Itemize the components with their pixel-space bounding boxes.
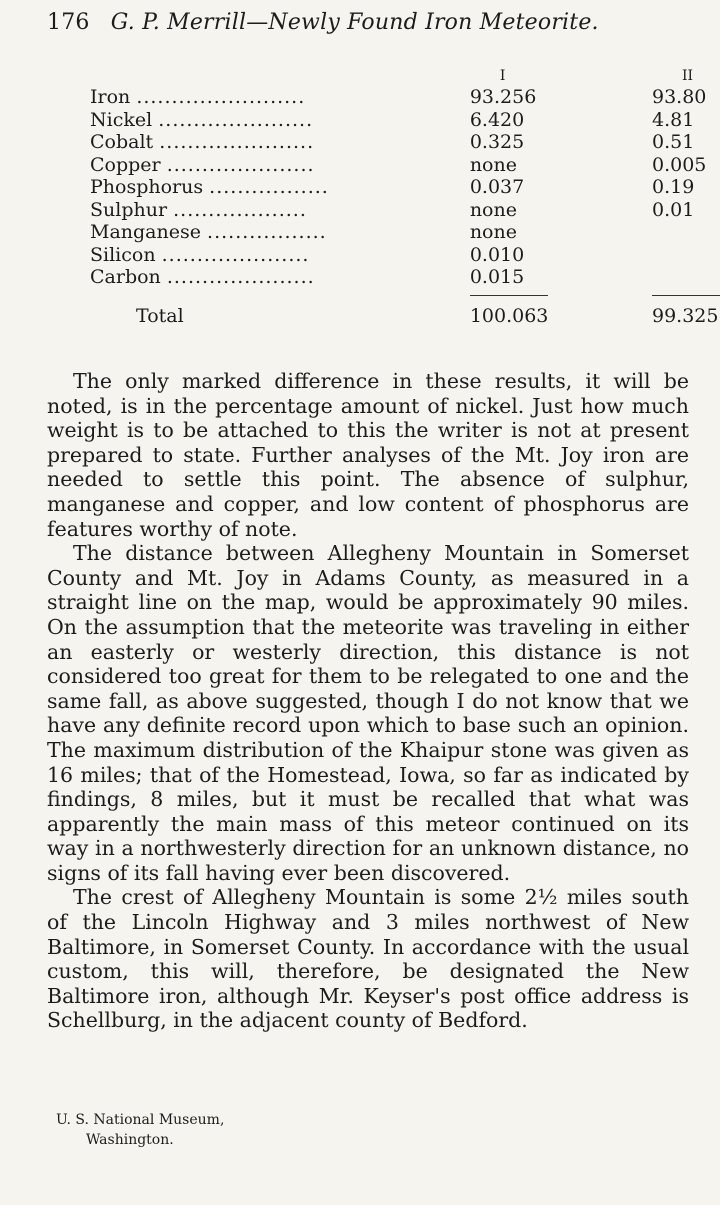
table-row — [90, 109, 720, 132]
element-name: Iron — [90, 86, 131, 108]
page-header — [47, 10, 599, 35]
sum-rule-1 — [470, 295, 548, 296]
total-row — [90, 299, 720, 328]
value-col2: 4.81 — [652, 108, 695, 131]
sum-rule-row — [90, 289, 720, 299]
value-col2 — [652, 266, 720, 289]
analysis-table — [90, 66, 720, 327]
value-col2: 0.01 — [652, 198, 695, 221]
table-row — [90, 221, 720, 244]
table-row — [90, 131, 720, 154]
table-header-row — [90, 66, 720, 86]
page-number: 176 — [47, 10, 90, 35]
value-col2 — [652, 221, 720, 244]
signature-block — [56, 1110, 224, 1150]
column-label-2: II — [682, 68, 694, 84]
element-name: Cobalt — [90, 131, 154, 153]
value-col2: 0.005 — [652, 153, 707, 176]
leader-dots: ..................... — [166, 153, 315, 176]
table-row — [90, 199, 720, 222]
sum-rule-2 — [652, 295, 720, 296]
value-col1: 0.010 — [469, 243, 525, 266]
value-col1: 93.256 — [469, 86, 537, 108]
running-title: G. P. Merrill—Newly Found Iron Meteorite. — [110, 10, 599, 35]
value-col2: 0.51 — [652, 131, 695, 153]
element-name: Manganese — [90, 221, 201, 243]
table-row — [90, 154, 720, 177]
value-col2 — [652, 244, 720, 267]
leader-dots: ...................... — [158, 108, 314, 131]
paragraph: The crest of Allegheny Mountain is some 2½ miles south of the Lincoln Highway and 3 miles northwest of New Baltimore, in Somerset County. In accordance with the usual custom, this will, therefore, be designated the New Baltimore iron, although Mr. Keyser's post office address is Schellburg, in the adjacent county of Bedford. — [47, 885, 689, 1033]
leader-dots: ...................... — [159, 131, 315, 153]
leader-dots: ..................... — [166, 266, 315, 288]
leader-dots: ..................... — [161, 243, 310, 266]
element-name: Phosphorus — [90, 176, 204, 198]
value-col1: 6.420 — [469, 108, 525, 131]
total-col1: 100.063 — [469, 304, 549, 327]
column-label-1: I — [499, 68, 506, 84]
value-col1: none — [469, 153, 517, 176]
value-col1: 0.037 — [469, 176, 525, 198]
leader-dots: ................. — [209, 176, 329, 198]
value-col1: 0.325 — [469, 131, 525, 153]
leader-dots: ................. — [207, 221, 327, 243]
table-row — [90, 86, 720, 109]
table-row — [90, 176, 720, 199]
value-col2: 93.80 — [652, 86, 707, 108]
table-row — [90, 244, 720, 267]
element-name: Silicon — [90, 243, 156, 266]
element-name: Nickel — [90, 108, 153, 131]
value-col2: 0.19 — [652, 176, 695, 198]
element-name: Sulphur — [90, 198, 168, 221]
element-name: Carbon — [90, 266, 161, 288]
paragraph: The distance between Allegheny Mountain in Somerset County and Mt. Joy in Adams County, as measured in a straight line on the map, would be approximately 90 miles. On the assumption that the meteorite was traveling in either an easterly or westerly direction, this distance is not considered too great for them to be relegated to one and the same fall, as above suggested, though I do not know that we have any definite record upon which to base such an opinion. The maximum distribution of the Khaipur stone was given as 16 miles; that of the Homestead, Iowa, so far as indicated by findings, 8 miles, but it must be recalled that what was apparently the main mass of this meteor continued on its way in a northwesterly direction for an unknown distance, no signs of its fall having ever been discovered. — [47, 541, 689, 885]
leader-dots: ................... — [173, 198, 307, 221]
total-col2: 99.325 — [652, 304, 719, 327]
paragraph: The only marked difference in these results, it will be noted, is in the percentage amount of nickel. Just how much weight is to be attached to this the writer is not at present prepared to state. Further analyses of the Mt. Joy iron are needed to settle this point. The absence of sulphur, manganese and copper, and low content of phosphorus are features worthy of note. — [47, 369, 689, 541]
total-label: Total — [136, 304, 184, 327]
signature-line-2: Washington. — [86, 1132, 174, 1148]
value-col1: 0.015 — [469, 266, 525, 288]
element-name: Copper — [90, 153, 161, 176]
leader-dots: ........................ — [136, 86, 306, 108]
value-col1: none — [469, 198, 517, 221]
table-row — [90, 266, 720, 289]
body-text — [47, 369, 689, 1033]
signature-line-1: U. S. National Museum, — [56, 1112, 225, 1128]
value-col1: none — [469, 221, 517, 243]
